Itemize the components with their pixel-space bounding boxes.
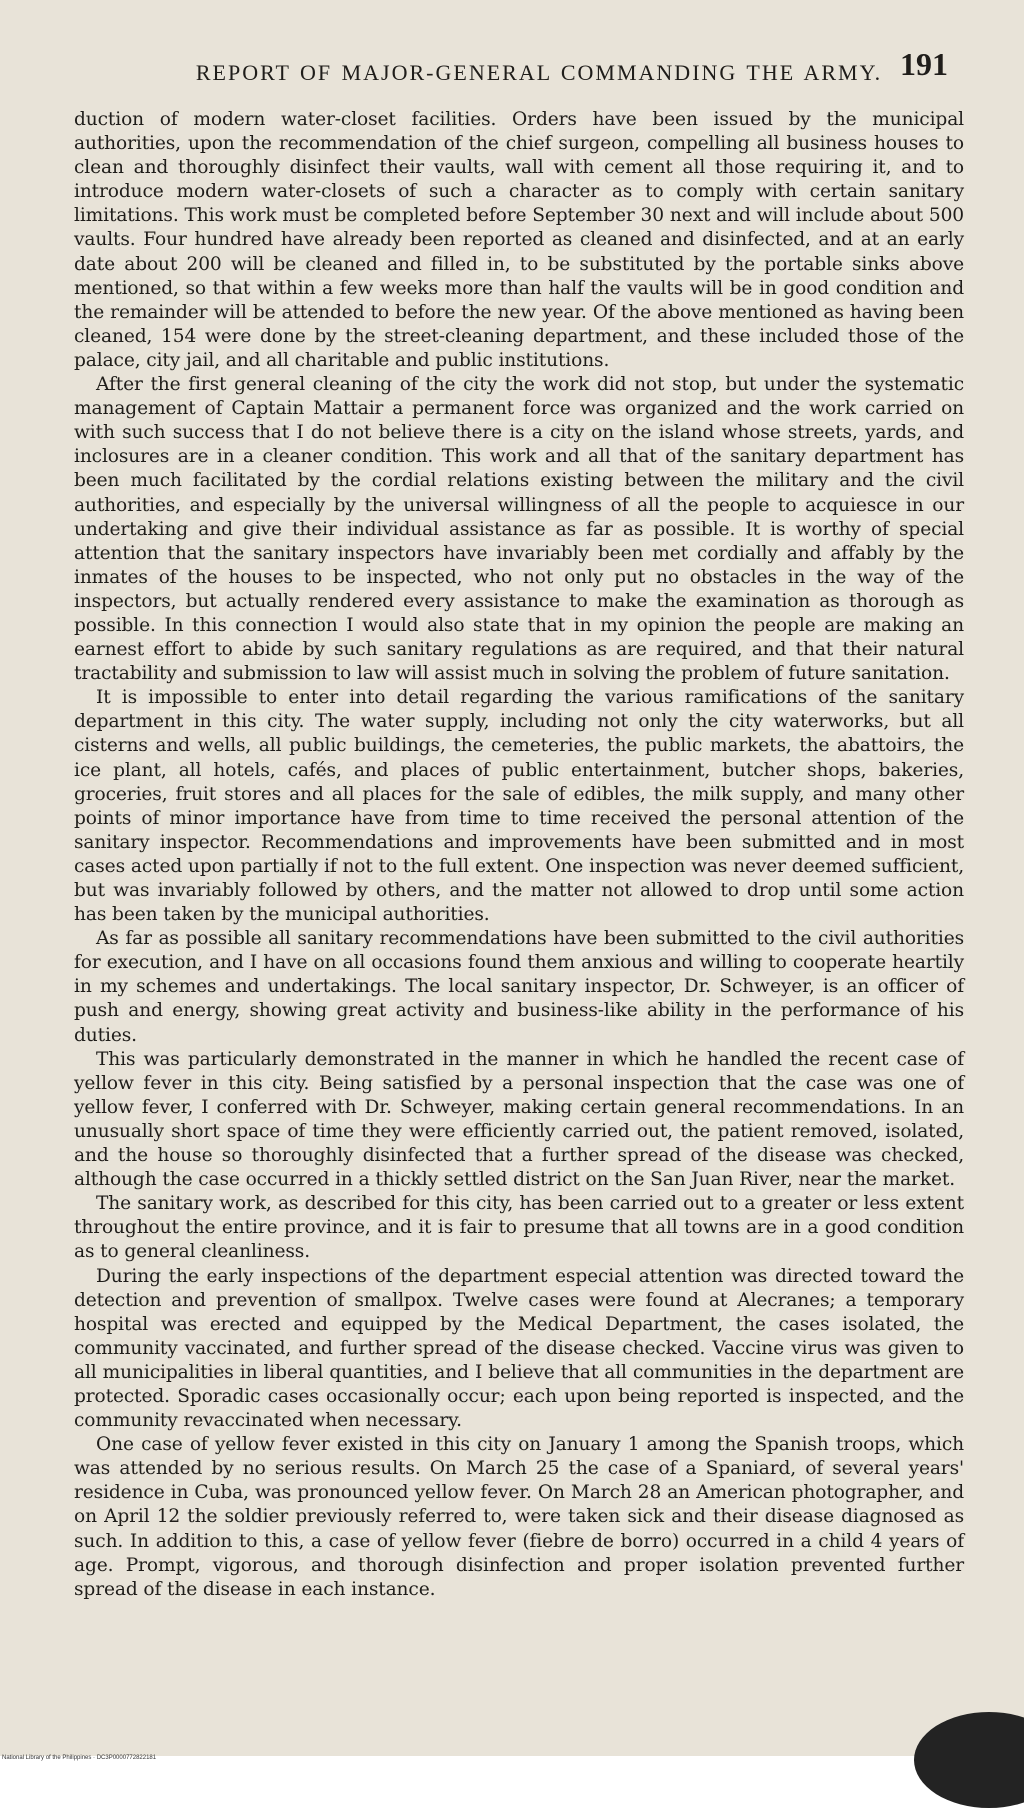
paragraph: It is impossible to enter into detail regarding the various ramifications of the sanitary department in this city. The water supply, including not only the city waterworks, but all cisterns and wells, all public buildings, the cemeteries, the public markets, the abattoirs, the ice plant, all hotels, cafés, and places of public entertainment, butcher shops, bakeries, groceries, fruit stores and all places for the sale of edibles, the milk supply, and many other points of minor importance have from time to time received the personal attention of the sanitary inspector. Recommendations and improvements have been submitted and in most cases acted upon partially if not to the full extent. One inspection was never deemed sufficient, but was invariably followed by others, and the matter not allowed to drop until some action has been taken by the municipal authorities. — [74, 687, 964, 926]
paragraph: The sanitary work, as described for this city, has been carried out to a greater or less extent throughout the entire province, and it is fair to presume that all towns are in a good condition as to general cleanliness. — [74, 1193, 964, 1263]
page-number: 191 — [900, 46, 948, 82]
paragraph: One case of yellow fever existed in this city on January 1 among the Spanish troops, which was attended by no serious results. On March 25 the case of a Spaniard, of several years' residence in Cuba, was pronounced yellow fever. On March 28 an American photographer, and on April 12 the soldier previously referred to, were taken sick and their disease diagnosed as such. In addition to this, a case of yellow fever (fiebre de borro) occurred in a child 4 years of age. Prompt, vigorous, and thorough disinfection and proper isolation prevented further spread of the disease in each instance. — [74, 1434, 964, 1600]
paragraph: As far as possible all sanitary recommendations have been submitted to the civil authorities for execution, and I have on all occasions found them anxious and willing to cooperate heartily in my schemes and undertakings. The local sanitary inspector, Dr. Schweyer, is an officer of push and energy, showing great activity and business-like ability in the performance of his duties. — [74, 928, 964, 1046]
paragraph: After the first general cleaning of the city the work did not stop, but under the systematic management of Captain Mattair a permanent force was organized and the work carried on with such success that I do not believe there is a city on the island whose streets, yards, and inclosures are in a cleaner condition. This work and all that of the sanitary department has been much facilitated by the cordial relations existing between the military and the civil authorities, and especially by the universal willingness of all the people to acquiesce in our undertaking and give their individual assistance as far as possible. It is worthy of special attention that the sanitary inspectors have invariably been met cordially and affably by the inmates of the houses to be inspected, who not only put no obstacles in the way of the inspectors, but actually rendered every assistance to make the examination as thorough as possible. In this connection I would also state that in my opinion the people are making an earnest effort to abide by such sanitary regulations as are required, and that their natural tractability and submission to law will assist much in solving the problem of future sanitation. — [74, 374, 964, 685]
running-header — [74, 36, 964, 84]
body-text — [74, 108, 964, 1602]
paragraph: duction of modern water-closet facilities. Orders have been issued by the municipal authorities, upon the recommendation of the chief surgeon, compelling all business houses to clean and thoroughly disinfect their vaults, wall with cement all those requiring it, and to introduce modern water-closets of such a character as to comply with certain sanitary limitations. This work must be completed before September 30 next and will include about 500 vaults. Four hundred have already been reported as cleaned and disinfected, and at an early date about 200 will be cleaned and filled in, to be substituted by the portable sinks above mentioned, so that within a few weeks more than half the vaults will be in good condition and the remainder will be attended to before the new year. Of the above mentioned as having been cleaned, 154 were done by the street-cleaning department, and these included those of the palace, city jail, and all charitable and public institutions. — [74, 109, 964, 371]
scan-corner-shadow — [914, 1712, 1024, 1808]
running-title: REPORT OF MAJOR-GENERAL COMMANDING THE ARMY. — [195, 60, 883, 85]
paragraph: This was particularly demonstrated in the manner in which he handled the recent case of yellow fever in this city. Being satisfied by a personal inspection that the case was one of yellow fever, I conferred with Dr. Schweyer, making certain general recommendations. In an unusually short space of time they were efficiently carried out, the patient removed, isolated, and the house so thoroughly disinfected that a further spread of the disease was checked, although the case occurred in a thickly settled district on the San Juan River, near the market. — [74, 1048, 964, 1191]
document-page — [74, 36, 964, 1602]
paragraph: During the early inspections of the department especial attention was directed toward the detection and prevention of smallpox. Twelve cases were found at Alecranes; a temporary hospital was erected and equipped by the Medical Department, the cases isolated, the community vaccinated, and further spread of the disease checked. Vaccine virus was given to all municipalities in liberal quantities, and I believe that all communities in the department are protected. Sporadic cases occasionally occur; each upon being reported is inspected, and the community revaccinated when necessary. — [74, 1265, 964, 1432]
library-credit: National Library of the Philippines · DC3P0000772822181 — [2, 1755, 157, 1761]
